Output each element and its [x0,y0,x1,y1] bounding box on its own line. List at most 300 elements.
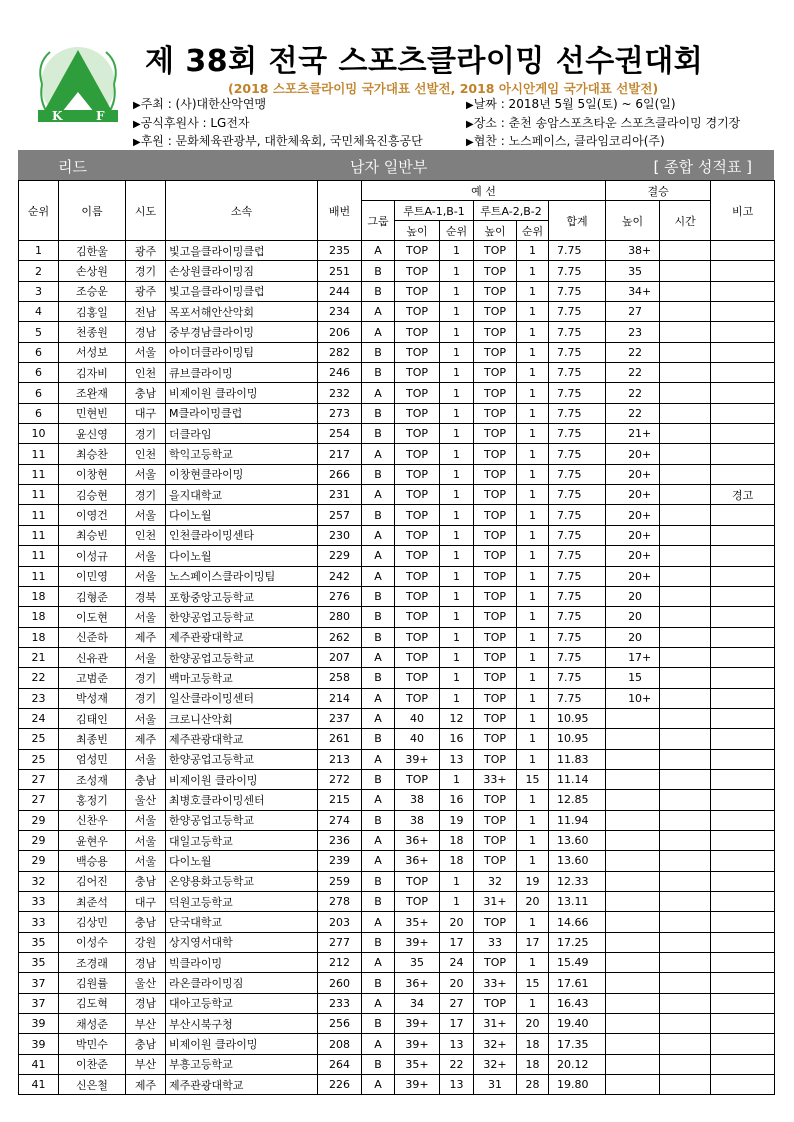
route2-place-cell: 1 [517,383,549,403]
route2-height-cell: TOP [474,424,517,444]
table-row [19,363,775,383]
route2-place-cell: 1 [517,363,549,383]
affiliation-cell: 한양공업고등학교 [166,810,318,830]
route1-height-cell: TOP [395,525,440,545]
bib-cell: 260 [318,973,362,993]
final-height-cell: 17+ [606,647,660,667]
name-cell: 홍정기 [59,790,126,810]
affiliation-cell: 인천클라이밍센타 [166,525,318,545]
route1-height-cell: TOP [395,892,440,912]
route1-place-cell: 19 [440,810,474,830]
name-cell: 이민영 [59,566,126,586]
time-cell [660,932,711,952]
route2-height-cell: TOP [474,403,517,423]
total-cell: 7.75 [549,342,606,362]
route1-place-cell: 1 [440,688,474,708]
route2-place-cell: 1 [517,546,549,566]
group-cell: B [362,892,395,912]
affiliation-cell: 백마고등학교 [166,668,318,688]
table-row [19,790,775,810]
group-cell: B [362,363,395,383]
group-cell: B [362,871,395,891]
name-cell: 조완재 [59,383,126,403]
total-cell: 17.35 [549,1034,606,1054]
affiliation-cell: 더클라임 [166,424,318,444]
total-cell: 7.75 [549,485,606,505]
route2-height-cell: 32 [474,871,517,891]
name-cell: 조경래 [59,953,126,973]
rank-cell: 21 [19,647,59,667]
bib-cell: 235 [318,241,362,261]
group-cell: B [362,932,395,952]
total-cell: 7.75 [549,668,606,688]
event-info [466,96,740,152]
affiliation-cell: 이창현클라이밍 [166,464,318,484]
route1-place-cell: 1 [440,383,474,403]
name-cell: 박성재 [59,688,126,708]
note-cell [711,586,775,606]
name-cell: 민현빈 [59,403,126,423]
time-cell [660,708,711,728]
route1-place-cell: 1 [440,769,474,789]
route1-place-cell: 1 [440,261,474,281]
route2-height-cell: TOP [474,464,517,484]
region-cell: 경기 [126,668,166,688]
time-cell [660,1075,711,1095]
affiliation-cell: 비제이원 클라이밍 [166,769,318,789]
bib-cell: 239 [318,851,362,871]
time-cell [660,973,711,993]
route1-place-cell: 1 [440,485,474,505]
table-row [19,810,775,830]
affiliation-cell: 큐브클라이밍 [166,363,318,383]
total-cell: 7.75 [549,403,606,423]
final-height-cell [606,871,660,891]
route1-place-cell: 16 [440,790,474,810]
route2-height-cell: 33+ [474,973,517,993]
rank-cell: 25 [19,729,59,749]
region-cell: 부산 [126,1014,166,1034]
route1-height-cell: TOP [395,363,440,383]
group-cell: A [362,708,395,728]
route1-place-cell: 1 [440,424,474,444]
route2-place-cell: 1 [517,708,549,728]
bib-cell: 254 [318,424,362,444]
group-cell: B [362,1054,395,1074]
final-height-cell: 23 [606,322,660,342]
affiliation-cell: 빅클라이밍 [166,953,318,973]
total-cell: 7.75 [549,647,606,667]
affiliation-cell: 제주관광대학교 [166,1075,318,1095]
route2-place-cell: 1 [517,586,549,606]
time-cell [660,566,711,586]
bib-cell: 257 [318,505,362,525]
route2-height-cell: TOP [474,668,517,688]
bib-cell: 229 [318,546,362,566]
header-bib: 배번 [318,181,362,241]
total-cell: 7.75 [549,383,606,403]
bib-cell: 276 [318,586,362,606]
group-cell: B [362,505,395,525]
name-cell: 신준하 [59,627,126,647]
affiliation-cell: 부흥고등학교 [166,1054,318,1074]
affiliation-cell: 대일고등학교 [166,830,318,850]
group-cell: B [362,342,395,362]
route2-height-cell: TOP [474,322,517,342]
table-row [19,607,775,627]
table-row [19,1034,775,1054]
route1-height-cell: TOP [395,566,440,586]
route1-place-cell: 1 [440,403,474,423]
header-rank: 순위 [19,181,59,241]
note-cell [711,749,775,769]
sheet-label: [ 종합 성적표 ] [653,158,752,176]
name-cell: 신찬우 [59,810,126,830]
group-cell: A [362,647,395,667]
note-cell [711,1034,775,1054]
note-cell [711,647,775,667]
final-height-cell: 22 [606,403,660,423]
bib-cell: 282 [318,342,362,362]
time-cell [660,769,711,789]
table-row [19,993,775,1013]
route2-height-cell: TOP [474,647,517,667]
final-height-cell: 20+ [606,505,660,525]
table-row [19,322,775,342]
bib-cell: 242 [318,566,362,586]
rank-cell: 11 [19,566,59,586]
bib-cell: 212 [318,953,362,973]
route1-height-cell: 39+ [395,1034,440,1054]
route2-height-cell: TOP [474,505,517,525]
cosponsor-line: ▶ 협찬 : 노스페이스, 클라임코리아(주) [466,133,740,152]
route1-place-cell: 1 [440,607,474,627]
bib-cell: 274 [318,810,362,830]
group-cell: B [362,973,395,993]
note-cell [711,912,775,932]
total-cell: 10.95 [549,708,606,728]
table-row [19,485,775,505]
header-time: 시간 [660,201,711,241]
total-cell: 7.75 [549,261,606,281]
bib-cell: 237 [318,708,362,728]
group-cell: A [362,485,395,505]
name-cell: 이찬준 [59,1054,126,1074]
route2-height-cell: TOP [474,688,517,708]
region-cell: 경기 [126,485,166,505]
note-cell [711,342,775,362]
group-cell: B [362,1014,395,1034]
table-row [19,627,775,647]
rank-cell: 10 [19,424,59,444]
bib-cell: 236 [318,830,362,850]
note-cell [711,322,775,342]
note-cell [711,830,775,850]
affiliation-cell: 한양공업고등학교 [166,607,318,627]
name-cell: 김승현 [59,485,126,505]
group-cell: A [362,444,395,464]
time-cell [660,892,711,912]
rank-cell: 11 [19,464,59,484]
table-row [19,241,775,261]
final-height-cell: 27 [606,302,660,322]
note-cell [711,403,775,423]
route1-height-cell: TOP [395,769,440,789]
affiliation-cell: 아이더클라이밍팀 [166,342,318,362]
total-cell: 16.43 [549,993,606,1013]
final-height-cell: 20 [606,586,660,606]
final-height-cell [606,1034,660,1054]
total-cell: 7.75 [549,322,606,342]
final-height-cell [606,993,660,1013]
group-cell: B [362,281,395,301]
rank-cell: 2 [19,261,59,281]
rank-cell: 6 [19,403,59,423]
time-cell [660,241,711,261]
name-cell: 백승용 [59,851,126,871]
final-height-cell [606,912,660,932]
route1-place-cell: 22 [440,1054,474,1074]
group-cell: A [362,1034,395,1054]
group-cell: B [362,424,395,444]
note-cell [711,932,775,952]
table-row [19,688,775,708]
affiliation-cell: 을지대학교 [166,485,318,505]
bib-cell: 226 [318,1075,362,1095]
route2-place-cell: 1 [517,749,549,769]
page-title: 제 38회 전국 스포츠클라이밍 선수권대회 [145,44,704,79]
note-cell [711,769,775,789]
region-cell: 서울 [126,546,166,566]
note-cell [711,241,775,261]
total-cell: 7.75 [549,688,606,708]
header-total: 합계 [549,201,606,241]
name-cell: 김자비 [59,363,126,383]
final-height-cell: 15 [606,668,660,688]
table-row [19,912,775,932]
route2-place-cell: 1 [517,627,549,647]
name-cell: 조승운 [59,281,126,301]
route2-place-cell: 1 [517,830,549,850]
time-cell [660,607,711,627]
bib-cell: 246 [318,363,362,383]
route2-height-cell: TOP [474,383,517,403]
host-line: ▶ 주최 : (사)대한산악연맹 [133,96,423,115]
route2-place-cell: 1 [517,302,549,322]
total-cell: 20.12 [549,1054,606,1074]
header-route1-height: 높이 [395,221,440,241]
region-cell: 부산 [126,1054,166,1074]
region-cell: 서울 [126,749,166,769]
route1-place-cell: 1 [440,546,474,566]
region-cell: 제주 [126,1075,166,1095]
name-cell: 이창현 [59,464,126,484]
name-cell: 김태인 [59,708,126,728]
region-cell: 서울 [126,566,166,586]
header-note: 비고 [711,181,775,241]
route2-height-cell: TOP [474,830,517,850]
bib-cell: 203 [318,912,362,932]
region-cell: 경남 [126,322,166,342]
region-cell: 경기 [126,424,166,444]
time-cell [660,302,711,322]
support-line: ▶ 후원 : 문화체육관광부, 대한체육회, 국민체육진흥공단 [133,133,423,152]
time-cell [660,871,711,891]
total-cell: 11.14 [549,769,606,789]
region-cell: 강원 [126,932,166,952]
final-height-cell [606,1054,660,1074]
group-cell: B [362,769,395,789]
header-final: 결승 [606,181,711,201]
note-cell [711,1075,775,1095]
note-cell [711,607,775,627]
rank-cell: 6 [19,383,59,403]
name-cell: 고범준 [59,668,126,688]
table-row [19,953,775,973]
total-cell: 15.49 [549,953,606,973]
final-height-cell: 22 [606,383,660,403]
bib-cell: 259 [318,871,362,891]
header-final-height: 높이 [606,201,660,241]
group-cell: A [362,525,395,545]
rank-cell: 29 [19,851,59,871]
header-name: 이름 [59,181,126,241]
total-cell: 7.75 [549,586,606,606]
header-route2: 루트A-2,B-2 [474,201,549,221]
sponsor-line: ▶ 공식후원사 : LG전자 [133,115,423,134]
route1-height-cell: TOP [395,383,440,403]
final-height-cell: 20+ [606,525,660,545]
final-height-cell [606,729,660,749]
name-cell: 이도현 [59,607,126,627]
time-cell [660,281,711,301]
table-row [19,444,775,464]
venue-line: ▶ 장소 : 춘천 송암스포츠타운 스포츠클라이밍 경기장 [466,115,740,134]
route2-place-cell: 1 [517,464,549,484]
group-cell: A [362,790,395,810]
time-cell [660,953,711,973]
bib-cell: 233 [318,993,362,1013]
route2-place-cell: 1 [517,688,549,708]
table-row [19,851,775,871]
name-cell: 김상민 [59,912,126,932]
header-route1: 루트A-1,B-1 [395,201,474,221]
route1-place-cell: 17 [440,932,474,952]
name-cell: 최준석 [59,892,126,912]
time-cell [660,912,711,932]
route1-place-cell: 1 [440,363,474,383]
region-cell: 충남 [126,769,166,789]
page-subtitle: (2018 스포츠클라이밍 국가대표 선발전, 2018 아시안게임 국가대표 선발전) [228,81,659,96]
name-cell: 이성규 [59,546,126,566]
bib-cell: 266 [318,464,362,484]
table-row [19,525,775,545]
route2-height-cell: TOP [474,302,517,322]
affiliation-cell: 다이노월 [166,851,318,871]
time-cell [660,464,711,484]
route2-place-cell: 15 [517,973,549,993]
affiliation-cell: 일산클라이밍센터 [166,688,318,708]
total-cell: 11.83 [549,749,606,769]
route1-height-cell: 35+ [395,912,440,932]
affiliation-cell: 제주관광대학교 [166,729,318,749]
total-cell: 7.75 [549,424,606,444]
final-height-cell [606,830,660,850]
table-row [19,647,775,667]
bib-cell: 273 [318,403,362,423]
region-cell: 대구 [126,403,166,423]
header-qualification: 예 선 [362,181,606,201]
svg-text:K: K [52,109,63,123]
bib-cell: 206 [318,322,362,342]
affiliation-cell: 빛고을클라이밍클럽 [166,241,318,261]
time-cell [660,830,711,850]
total-cell: 7.75 [549,505,606,525]
region-cell: 인천 [126,525,166,545]
route2-height-cell: TOP [474,342,517,362]
group-cell: A [362,993,395,1013]
name-cell: 김도혁 [59,993,126,1013]
rank-cell: 11 [19,525,59,545]
route1-height-cell: TOP [395,403,440,423]
header-route1-place: 순위 [440,221,474,241]
rank-cell: 39 [19,1034,59,1054]
bib-cell: 277 [318,932,362,952]
date-line: ▶ 날짜 : 2018년 5월 5일(토) ~ 6일(일) [466,96,740,115]
route1-place-cell: 12 [440,708,474,728]
final-height-cell: 22 [606,363,660,383]
route1-height-cell: TOP [395,668,440,688]
rank-cell: 24 [19,708,59,728]
group-cell: A [362,322,395,342]
table-row [19,708,775,728]
group-cell: A [362,749,395,769]
name-cell: 김원률 [59,973,126,993]
bib-cell: 213 [318,749,362,769]
table-row [19,505,775,525]
total-cell: 12.85 [549,790,606,810]
bib-cell: 232 [318,383,362,403]
affiliation-cell: 라온클라이밍짐 [166,973,318,993]
time-cell [660,647,711,667]
bib-cell: 231 [318,485,362,505]
route2-place-cell: 1 [517,281,549,301]
time-cell [660,790,711,810]
route1-height-cell: 35+ [395,1054,440,1074]
route2-place-cell: 1 [517,668,549,688]
region-cell: 충남 [126,383,166,403]
total-cell: 19.40 [549,1014,606,1034]
route2-place-cell: 1 [517,424,549,444]
table-row [19,749,775,769]
route1-height-cell: 39+ [395,749,440,769]
route1-place-cell: 1 [440,464,474,484]
affiliation-cell: 최병호클라이밍센터 [166,790,318,810]
time-cell [660,403,711,423]
region-cell: 울산 [126,973,166,993]
route2-height-cell: TOP [474,261,517,281]
route1-height-cell: TOP [395,444,440,464]
route2-place-cell: 20 [517,1014,549,1034]
region-cell: 제주 [126,729,166,749]
group-cell: B [362,261,395,281]
name-cell: 손상원 [59,261,126,281]
route2-height-cell: TOP [474,810,517,830]
final-height-cell: 20+ [606,444,660,464]
route1-height-cell: TOP [395,871,440,891]
route2-height-cell: TOP [474,851,517,871]
total-cell: 11.94 [549,810,606,830]
